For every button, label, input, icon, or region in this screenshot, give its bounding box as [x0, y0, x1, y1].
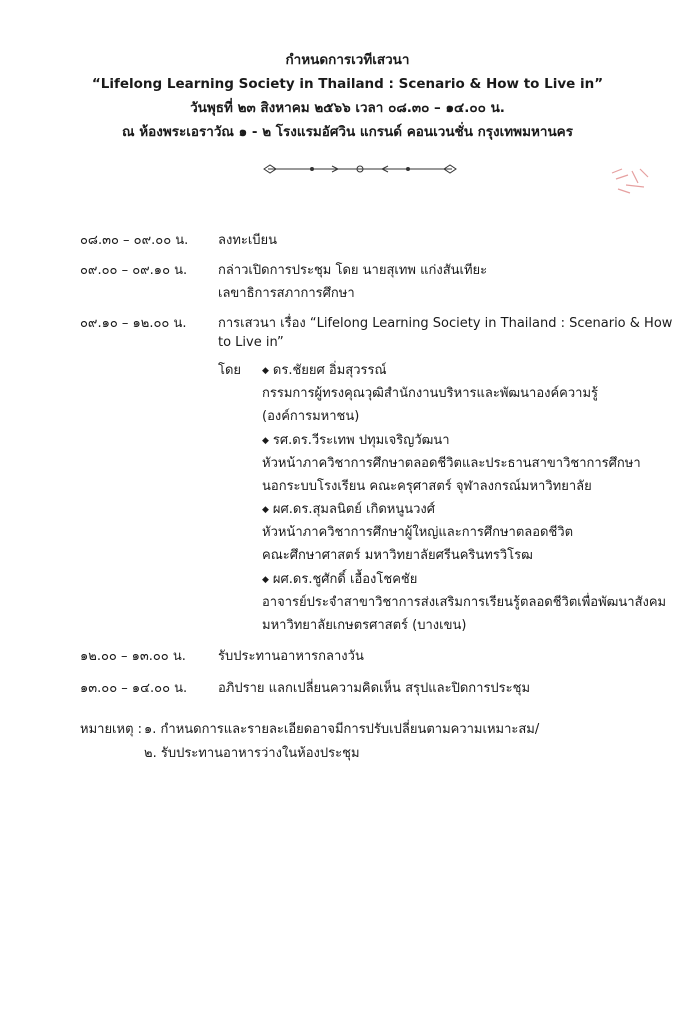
schedule-time: ๑๒.๐๐ – ๑๓.๐๐ น.	[80, 649, 186, 664]
schedule-text: รับประทานอาหารกลางวัน	[218, 649, 364, 664]
schedule-time: ๑๓.๐๐ – ๑๔.๐๐ น.	[80, 681, 188, 696]
speaker-name-text: ผศ.ดร.ชูศักดิ์ เอื้องโชคชัย	[272, 572, 418, 587]
schedule-text: อภิปราย แลกเปลี่ยนความคิดเห็น สรุปและปิดการประชุม	[218, 681, 531, 696]
speaker-name	[262, 498, 435, 519]
diamond-bullet-icon: ◆	[262, 436, 269, 446]
speaker-name-text: ผศ.ดร.สุมลนิตย์ เกิดหนูนวงศ์	[272, 502, 436, 517]
venue-line: ณ ห้องพระเอราวัณ ๑ - ๒ โรงแรมอัศวิน แกรนด์ คอนเวนชั่น กรุงเทพมหานคร	[122, 124, 573, 140]
schedule-text: to Live in”	[218, 335, 284, 350]
notes-label: หมายเหตุ :	[80, 722, 143, 737]
speaker-name-text: รศ.ดร.วีระเทพ ปทุมเจริญวัฒนา	[272, 433, 450, 448]
schedule-text: ลงทะเบียน	[218, 233, 278, 248]
diamond-bullet-icon: ◆	[262, 366, 269, 376]
speaker-name-text: ดร.ชัยยศ อิ่มสุวรรณ์	[272, 363, 387, 378]
page-title: กำหนดการเวทีเสวนา	[285, 52, 410, 68]
diamond-bullet-icon: ◆	[262, 505, 269, 515]
speaker-name	[262, 359, 387, 380]
speaker-title: กรรมการผู้ทรงคุณวุฒิสำนักงานบริหารและพัฒนาองค์ความรู้	[262, 386, 599, 401]
speaker-name	[262, 568, 417, 589]
diamond-bullet-icon: ◆	[262, 575, 269, 585]
speaker-title: คณะศึกษาศาสตร์ มหาวิทยาลัยศรีนครินทรวิโรฒ	[262, 548, 533, 563]
schedule-text: เลขาธิการสภาการศึกษา	[218, 286, 355, 301]
schedule-text: การเสวนา เรื่อง “Lifelong Learning Society in Thailand : Scenario & How	[218, 316, 673, 331]
speaker-title: อาจารย์ประจำสาขาวิชาการส่งเสริมการเรียนรู้ตลอดชีวิตเพื่อพัฒนาสังคม	[262, 595, 667, 610]
speaker-title: มหาวิทยาลัยเกษตรศาสตร์ (บางเขน)	[262, 618, 467, 633]
schedule-time: ๐๙.๑๐ – ๑๒.๐๐ น.	[80, 316, 187, 331]
speaker-title: หัวหน้าภาควิชาการศึกษาผู้ใหญ่และการศึกษาตลอดชีวิต	[262, 525, 574, 540]
speaker-title: นอกระบบโรงเรียน คณะครุศาสตร์ จุฬาลงกรณ์มหาวิทยาลัย	[262, 479, 592, 494]
note-item: ๒. รับประทานอาหารว่างในห้องประชุม	[144, 746, 360, 761]
note-item: ๑. กำหนดการและรายละเอียดอาจมีการปรับเปลี่ยนตามความเหมาะสม/	[144, 722, 540, 737]
by-label: โดย	[218, 363, 242, 378]
speaker-title: หัวหน้าภาควิชาการศึกษาตลอดชีวิตและประธานสาขาวิชาการศึกษา	[262, 456, 641, 471]
ornamental-divider-icon	[262, 163, 458, 175]
event-subtitle: “Lifelong Learning Society in Thailand : Scenario & How to Live in”	[91, 76, 604, 92]
schedule-text: กล่าวเปิดการประชุม โดย นายสุเทพ แก่งสันเทียะ	[218, 263, 488, 278]
schedule-time: ๐๙.๐๐ – ๐๙.๑๐ น.	[80, 263, 188, 278]
faint-stamp-icon	[608, 163, 656, 197]
speaker-title: (องค์การมหาชน)	[262, 409, 360, 424]
speaker-name	[262, 429, 450, 450]
date-line: วันพุธที่ ๒๓ สิงหาคม ๒๕๖๖ เวลา ๐๘.๓๐ – ๑๔.๐๐ น.	[190, 100, 505, 116]
header	[0, 48, 695, 144]
schedule-time: ๐๘.๓๐ – ๐๙.๐๐ น.	[80, 233, 189, 248]
